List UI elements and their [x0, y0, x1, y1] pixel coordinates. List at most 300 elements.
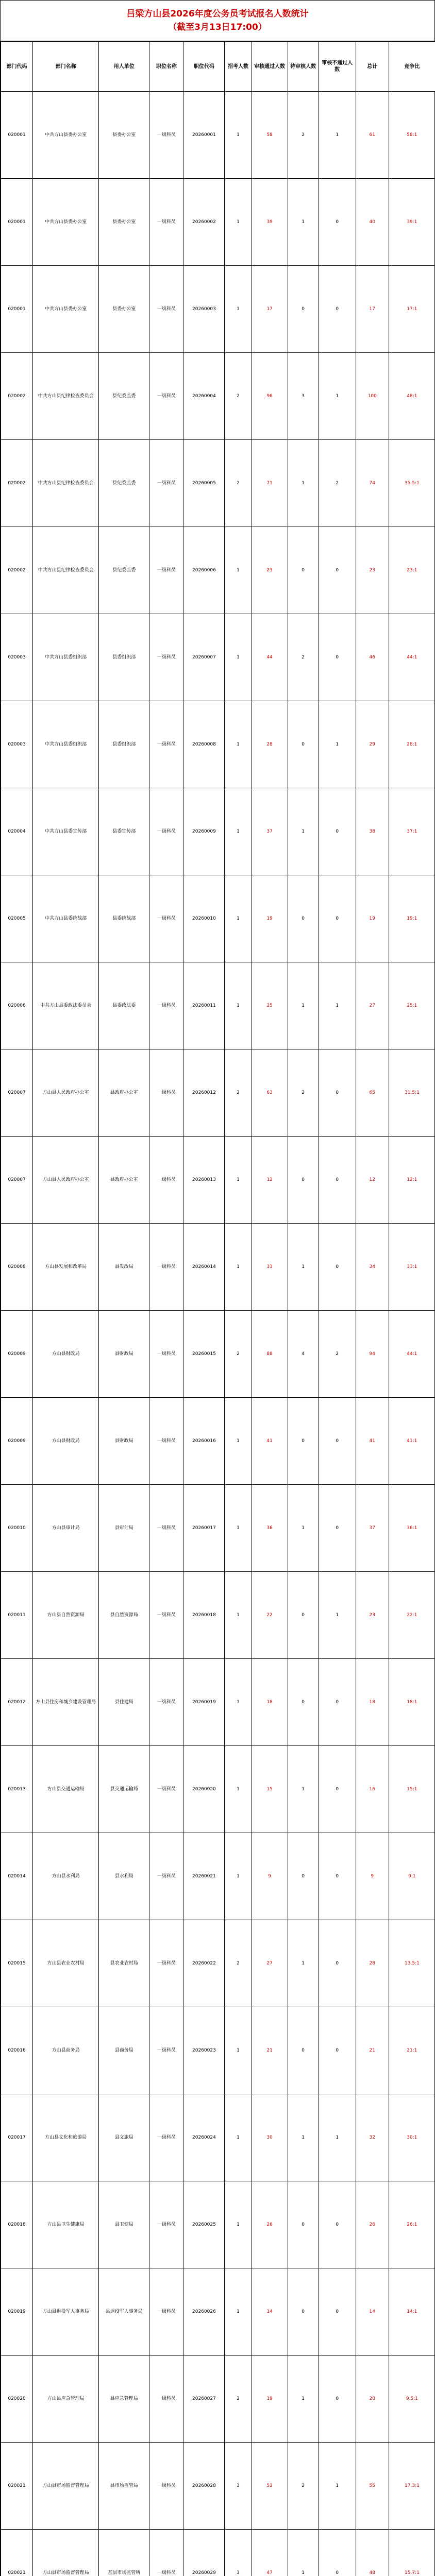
column-header: 职位代码: [183, 42, 225, 92]
table-cell: 20260013: [183, 1137, 225, 1224]
table-cell: 1: [288, 788, 319, 875]
table-cell: 县退役军人事务局: [99, 2268, 149, 2355]
title-line-1: 吕梁方山县2026年度公务员考试报名人数统计: [126, 9, 309, 19]
table-cell: 38: [356, 788, 389, 875]
table-cell: 2: [319, 1311, 356, 1398]
table-cell: 20260025: [183, 2181, 225, 2268]
table-cell: 48:1: [389, 353, 435, 440]
table-cell: 1: [319, 1572, 356, 1659]
table-cell: 22:1: [389, 1572, 435, 1659]
table-cell: 020007: [1, 1137, 33, 1224]
table-cell: 28: [252, 701, 288, 788]
table-cell: 74: [356, 440, 389, 527]
table-cell: 47: [252, 2530, 288, 2576]
table-cell: 20260009: [183, 788, 225, 875]
table-cell: 100: [356, 353, 389, 440]
table-cell: 一级科员: [149, 2181, 183, 2268]
table-row: [1, 1920, 435, 2007]
table-cell: 0: [288, 1137, 319, 1224]
table-cell: 1: [225, 1137, 252, 1224]
table-cell: 17.3:1: [389, 2443, 435, 2530]
table-cell: 9: [356, 1833, 389, 1920]
table-cell: 1: [225, 875, 252, 962]
table-cell: 33: [252, 1224, 288, 1311]
table-cell: 020008: [1, 1224, 33, 1311]
table-row: [1, 527, 435, 614]
table-cell: 41: [252, 1398, 288, 1485]
table-cell: 23: [356, 527, 389, 614]
table-cell: 中共方山县委政法委员会: [33, 962, 99, 1049]
table-cell: 39:1: [389, 179, 435, 266]
table-cell: 020003: [1, 614, 33, 701]
table-row: [1, 2443, 435, 2530]
table-cell: 一级科员: [149, 2355, 183, 2443]
table-cell: 4: [288, 1311, 319, 1398]
table-row: [1, 179, 435, 266]
table-cell: 34: [356, 1224, 389, 1311]
table-cell: 26: [252, 2181, 288, 2268]
table-cell: 县市场监管局: [99, 2443, 149, 2530]
table-cell: 29: [356, 701, 389, 788]
table-cell: 1: [225, 701, 252, 788]
table-cell: 1: [225, 1485, 252, 1572]
table-cell: 41: [356, 1398, 389, 1485]
table-cell: 0: [319, 2268, 356, 2355]
table-cell: 0: [319, 2181, 356, 2268]
table-cell: 020001: [1, 179, 33, 266]
table-cell: 方山县审计局: [33, 1485, 99, 1572]
table-cell: 20260004: [183, 353, 225, 440]
table-cell: 020021: [1, 2530, 33, 2576]
table-cell: 020009: [1, 1311, 33, 1398]
table-cell: 0: [288, 2268, 319, 2355]
table-row: [1, 1746, 435, 1833]
table-cell: 020001: [1, 266, 33, 353]
table-cell: 县发改局: [99, 1224, 149, 1311]
table-cell: 0: [319, 1224, 356, 1311]
table-cell: 39: [252, 179, 288, 266]
table-cell: 1: [225, 614, 252, 701]
table-cell: 15: [252, 1746, 288, 1833]
table-cell: 一级科员: [149, 1398, 183, 1485]
table-cell: 27: [356, 962, 389, 1049]
table-cell: 16: [356, 1746, 389, 1833]
table-cell: 2: [288, 92, 319, 179]
table-cell: 20260015: [183, 1311, 225, 1398]
table-cell: 1: [225, 2181, 252, 2268]
table-cell: 一级科员: [149, 1746, 183, 1833]
table-cell: 0: [288, 527, 319, 614]
table-cell: 0: [319, 1049, 356, 1137]
table-cell: 方山县水利局: [33, 1833, 99, 1920]
table-cell: 县委组织部: [99, 614, 149, 701]
column-header: 审核不通过人数: [319, 42, 356, 92]
table-cell: 一级科员: [149, 1920, 183, 2007]
table-cell: 0: [319, 2355, 356, 2443]
table-cell: 1: [225, 527, 252, 614]
table-cell: 1: [225, 92, 252, 179]
table-cell: 21:1: [389, 2007, 435, 2094]
table-row: [1, 2530, 435, 2576]
table-cell: 一级科员: [149, 2443, 183, 2530]
table-cell: 1: [319, 962, 356, 1049]
table-cell: 0: [319, 179, 356, 266]
table-cell: 一级科员: [149, 1659, 183, 1746]
table-row: [1, 1049, 435, 1137]
table-cell: 020002: [1, 527, 33, 614]
table-cell: 20260028: [183, 2443, 225, 2530]
table-cell: 中共方山县委办公室: [33, 266, 99, 353]
table-cell: 25:1: [389, 962, 435, 1049]
column-header: 待审核人数: [288, 42, 319, 92]
table-row: [1, 353, 435, 440]
table-cell: 方山县人民政府办公室: [33, 1049, 99, 1137]
table-cell: 63: [252, 1049, 288, 1137]
table-cell: 一级科员: [149, 1311, 183, 1398]
table-cell: 20260008: [183, 701, 225, 788]
table-cell: 一级科员: [149, 1049, 183, 1137]
table-cell: 1: [319, 701, 356, 788]
table-cell: 一级科员: [149, 440, 183, 527]
table-cell: 020006: [1, 962, 33, 1049]
table-cell: 一级科员: [149, 614, 183, 701]
table-cell: 020007: [1, 1049, 33, 1137]
table-cell: 一级科员: [149, 962, 183, 1049]
table-cell: 40: [356, 179, 389, 266]
table-cell: 2: [288, 614, 319, 701]
table-cell: 37:1: [389, 788, 435, 875]
table-cell: 0: [288, 1659, 319, 1746]
table-cell: 20260020: [183, 1746, 225, 1833]
table-cell: 一级科员: [149, 1224, 183, 1311]
table-cell: 15.7:1: [389, 2530, 435, 2576]
table-body: [1, 92, 435, 2576]
table-cell: 中共方山县委组织部: [33, 614, 99, 701]
table-cell: 中共方山县委宣传部: [33, 788, 99, 875]
table-row: [1, 92, 435, 179]
table-cell: 县纪委监委: [99, 353, 149, 440]
table-cell: 1: [225, 1572, 252, 1659]
table-cell: 0: [288, 2181, 319, 2268]
table-cell: 一级科员: [149, 179, 183, 266]
table-cell: 县自然资源局: [99, 1572, 149, 1659]
table-cell: 一级科员: [149, 2268, 183, 2355]
table-row: [1, 1398, 435, 1485]
column-header: 竞争比: [389, 42, 435, 92]
table-cell: 县交通运输局: [99, 1746, 149, 1833]
table-cell: 一级科员: [149, 266, 183, 353]
table-cell: 1: [225, 1398, 252, 1485]
table-cell: 020017: [1, 2094, 33, 2181]
table-cell: 71: [252, 440, 288, 527]
table-cell: 20260016: [183, 1398, 225, 1485]
table-cell: 2: [288, 1049, 319, 1137]
table-cell: 020009: [1, 1398, 33, 1485]
table-row: [1, 2094, 435, 2181]
table-cell: 020020: [1, 2355, 33, 2443]
table-cell: 020018: [1, 2181, 33, 2268]
table-cell: 18: [356, 1659, 389, 1746]
table-cell: 28: [356, 1920, 389, 2007]
table-cell: 23: [252, 527, 288, 614]
table-cell: 中共方山县纪律检查委员会: [33, 353, 99, 440]
table-cell: 88: [252, 1311, 288, 1398]
table-cell: 35.5:1: [389, 440, 435, 527]
table-cell: 1: [288, 2094, 319, 2181]
table-cell: 0: [319, 788, 356, 875]
table-cell: 65: [356, 1049, 389, 1137]
table-cell: 1: [288, 179, 319, 266]
table-cell: 37: [356, 1485, 389, 1572]
table-cell: 30:1: [389, 2094, 435, 2181]
header-row: [1, 42, 435, 92]
table-cell: 1: [288, 440, 319, 527]
table-cell: 61: [356, 92, 389, 179]
table-cell: 30: [252, 2094, 288, 2181]
column-header: 职位名称: [149, 42, 183, 92]
table-cell: 中共方山县纪律检查委员会: [33, 440, 99, 527]
table-cell: 方山县卫生健康局: [33, 2181, 99, 2268]
table-cell: 0: [319, 1398, 356, 1485]
table-cell: 一级科员: [149, 92, 183, 179]
table-cell: 0: [319, 1137, 356, 1224]
table-cell: 14:1: [389, 2268, 435, 2355]
table-cell: 一级科员: [149, 527, 183, 614]
table-cell: 20260011: [183, 962, 225, 1049]
table-cell: 一级科员: [149, 1485, 183, 1572]
table-cell: 9: [252, 1833, 288, 1920]
table-cell: 基层市场监管所: [99, 2530, 149, 2576]
table-cell: 0: [319, 2007, 356, 2094]
table-cell: 20260029: [183, 2530, 225, 2576]
table-cell: 20260026: [183, 2268, 225, 2355]
table-cell: 20260003: [183, 266, 225, 353]
table-cell: 20260010: [183, 875, 225, 962]
table-cell: 1: [288, 1485, 319, 1572]
table-cell: 0: [288, 2007, 319, 2094]
table-cell: 31.5:1: [389, 1049, 435, 1137]
table-cell: 县财政局: [99, 1311, 149, 1398]
table-cell: 一级科员: [149, 788, 183, 875]
table-cell: 20260007: [183, 614, 225, 701]
table-cell: 94: [356, 1311, 389, 1398]
table-cell: 0: [288, 875, 319, 962]
table-cell: 44:1: [389, 1311, 435, 1398]
table-cell: 020002: [1, 353, 33, 440]
table-row: [1, 701, 435, 788]
table-cell: 20260027: [183, 2355, 225, 2443]
table-cell: 1: [319, 353, 356, 440]
table-row: [1, 1224, 435, 1311]
table-cell: 21: [252, 2007, 288, 2094]
table-cell: 12: [356, 1137, 389, 1224]
table-cell: 2: [225, 1920, 252, 2007]
table-cell: 96: [252, 353, 288, 440]
table-cell: 1: [225, 1224, 252, 1311]
table-cell: 46: [356, 614, 389, 701]
table-cell: 一级科员: [149, 875, 183, 962]
table-cell: 县住建局: [99, 1659, 149, 1746]
table-cell: 20260012: [183, 1049, 225, 1137]
registration-table: [1, 41, 435, 2576]
table-cell: 020005: [1, 875, 33, 962]
table-cell: 19: [252, 2355, 288, 2443]
table-cell: 1: [288, 962, 319, 1049]
table-row: [1, 2007, 435, 2094]
table-cell: 19: [356, 875, 389, 962]
table-cell: 1: [288, 1224, 319, 1311]
table-cell: 44:1: [389, 614, 435, 701]
table-cell: 27: [252, 1920, 288, 2007]
table-row: [1, 1137, 435, 1224]
table-cell: 1: [319, 2443, 356, 2530]
table-cell: 37: [252, 788, 288, 875]
table-cell: 020010: [1, 1485, 33, 1572]
table-cell: 1: [225, 2094, 252, 2181]
table-cell: 020011: [1, 1572, 33, 1659]
table-cell: 2: [225, 1311, 252, 1398]
table-cell: 1: [225, 179, 252, 266]
table-cell: 1: [288, 2355, 319, 2443]
table-cell: 县文旅局: [99, 2094, 149, 2181]
table-cell: 县委政法委: [99, 962, 149, 1049]
table-cell: 9:1: [389, 1833, 435, 1920]
table-cell: 2: [319, 440, 356, 527]
table-cell: 县卫健局: [99, 2181, 149, 2268]
table-cell: 县委办公室: [99, 179, 149, 266]
table-cell: 1: [225, 2268, 252, 2355]
table-cell: 58: [252, 92, 288, 179]
table-cell: 1: [288, 1746, 319, 1833]
table-cell: 20260002: [183, 179, 225, 266]
table-cell: 0: [288, 701, 319, 788]
table-cell: 41:1: [389, 1398, 435, 1485]
table-cell: 020015: [1, 1920, 33, 2007]
table-cell: 方山县农业农村局: [33, 1920, 99, 2007]
table-cell: 18:1: [389, 1659, 435, 1746]
table-cell: 0: [319, 1920, 356, 2007]
table-cell: 2: [225, 2355, 252, 2443]
table-cell: 020004: [1, 788, 33, 875]
table-cell: 1: [288, 2530, 319, 2576]
table-cell: 一级科员: [149, 2094, 183, 2181]
table-cell: 2: [225, 440, 252, 527]
table-cell: 20: [356, 2355, 389, 2443]
table-row: [1, 2181, 435, 2268]
table-cell: 020013: [1, 1746, 33, 1833]
table-cell: 2: [225, 353, 252, 440]
table-cell: 方山县文化和旅游局: [33, 2094, 99, 2181]
table-cell: 20260017: [183, 1485, 225, 1572]
table-cell: 一级科员: [149, 2007, 183, 2094]
table-cell: 20260019: [183, 1659, 225, 1746]
table-cell: 方山县商务局: [33, 2007, 99, 2094]
table-cell: 0: [319, 2530, 356, 2576]
table-cell: 0: [319, 1833, 356, 1920]
table-cell: 0: [319, 1746, 356, 1833]
column-header: 用人单位: [99, 42, 149, 92]
table-cell: 32: [356, 2094, 389, 2181]
table-cell: 方山县自然资源局: [33, 1572, 99, 1659]
table-cell: 48: [356, 2530, 389, 2576]
table-cell: 2: [225, 1049, 252, 1137]
table-row: [1, 1572, 435, 1659]
table-cell: 县政府办公室: [99, 1137, 149, 1224]
table-cell: 17:1: [389, 266, 435, 353]
table-cell: 020012: [1, 1659, 33, 1746]
table-cell: 1: [319, 92, 356, 179]
table-cell: 58:1: [389, 92, 435, 179]
table-cell: 1: [225, 1833, 252, 1920]
table-cell: 方山县交通运输局: [33, 1746, 99, 1833]
table-cell: 20260005: [183, 440, 225, 527]
table-row: [1, 1659, 435, 1746]
table-cell: 县财政局: [99, 1398, 149, 1485]
table-row: [1, 1311, 435, 1398]
table-cell: 020019: [1, 2268, 33, 2355]
table-cell: 0: [319, 875, 356, 962]
table-row: [1, 2268, 435, 2355]
table-cell: 17: [356, 266, 389, 353]
table-cell: 18: [252, 1659, 288, 1746]
table-cell: 一级科员: [149, 701, 183, 788]
table-cell: 12: [252, 1137, 288, 1224]
table-cell: 020021: [1, 2443, 33, 2530]
column-header: 总计: [356, 42, 389, 92]
table-cell: 方山县财政局: [33, 1398, 99, 1485]
table-cell: 3: [225, 2530, 252, 2576]
table-row: [1, 2355, 435, 2443]
table-cell: 020016: [1, 2007, 33, 2094]
table-cell: 1: [225, 962, 252, 1049]
table-cell: 36:1: [389, 1485, 435, 1572]
table-cell: 36: [252, 1485, 288, 1572]
table-cell: 20260001: [183, 92, 225, 179]
table-cell: 44: [252, 614, 288, 701]
table-row: [1, 1833, 435, 1920]
table-row: [1, 788, 435, 875]
table-cell: 中共方山县委统战部: [33, 875, 99, 962]
table-cell: 0: [319, 527, 356, 614]
table-cell: 55: [356, 2443, 389, 2530]
table-cell: 33:1: [389, 1224, 435, 1311]
table-cell: 县委办公室: [99, 266, 149, 353]
table-cell: 12:1: [389, 1137, 435, 1224]
table-cell: 26:1: [389, 2181, 435, 2268]
table-cell: 14: [252, 2268, 288, 2355]
table-cell: 中共方山县委办公室: [33, 179, 99, 266]
table-cell: 0: [288, 1572, 319, 1659]
table-cell: 23: [356, 1572, 389, 1659]
table-cell: 县政府办公室: [99, 1049, 149, 1137]
table-cell: 26: [356, 2181, 389, 2268]
table-cell: 中共方山县委组织部: [33, 701, 99, 788]
table-cell: 25: [252, 962, 288, 1049]
table-cell: 28:1: [389, 701, 435, 788]
table-cell: 方山县应急管理局: [33, 2355, 99, 2443]
table-cell: 一级科员: [149, 1833, 183, 1920]
table-cell: 3: [225, 2443, 252, 2530]
table-cell: 县委宣传部: [99, 788, 149, 875]
table-cell: 1: [225, 1746, 252, 1833]
column-header: 审核通过人数: [252, 42, 288, 92]
title-line-2: （截至3月13日17:00）: [168, 22, 267, 32]
table-cell: 一级科员: [149, 2530, 183, 2576]
table-cell: 0: [319, 1659, 356, 1746]
table-cell: 020014: [1, 1833, 33, 1920]
table-cell: 9.5:1: [389, 2355, 435, 2443]
table-cell: 20260024: [183, 2094, 225, 2181]
